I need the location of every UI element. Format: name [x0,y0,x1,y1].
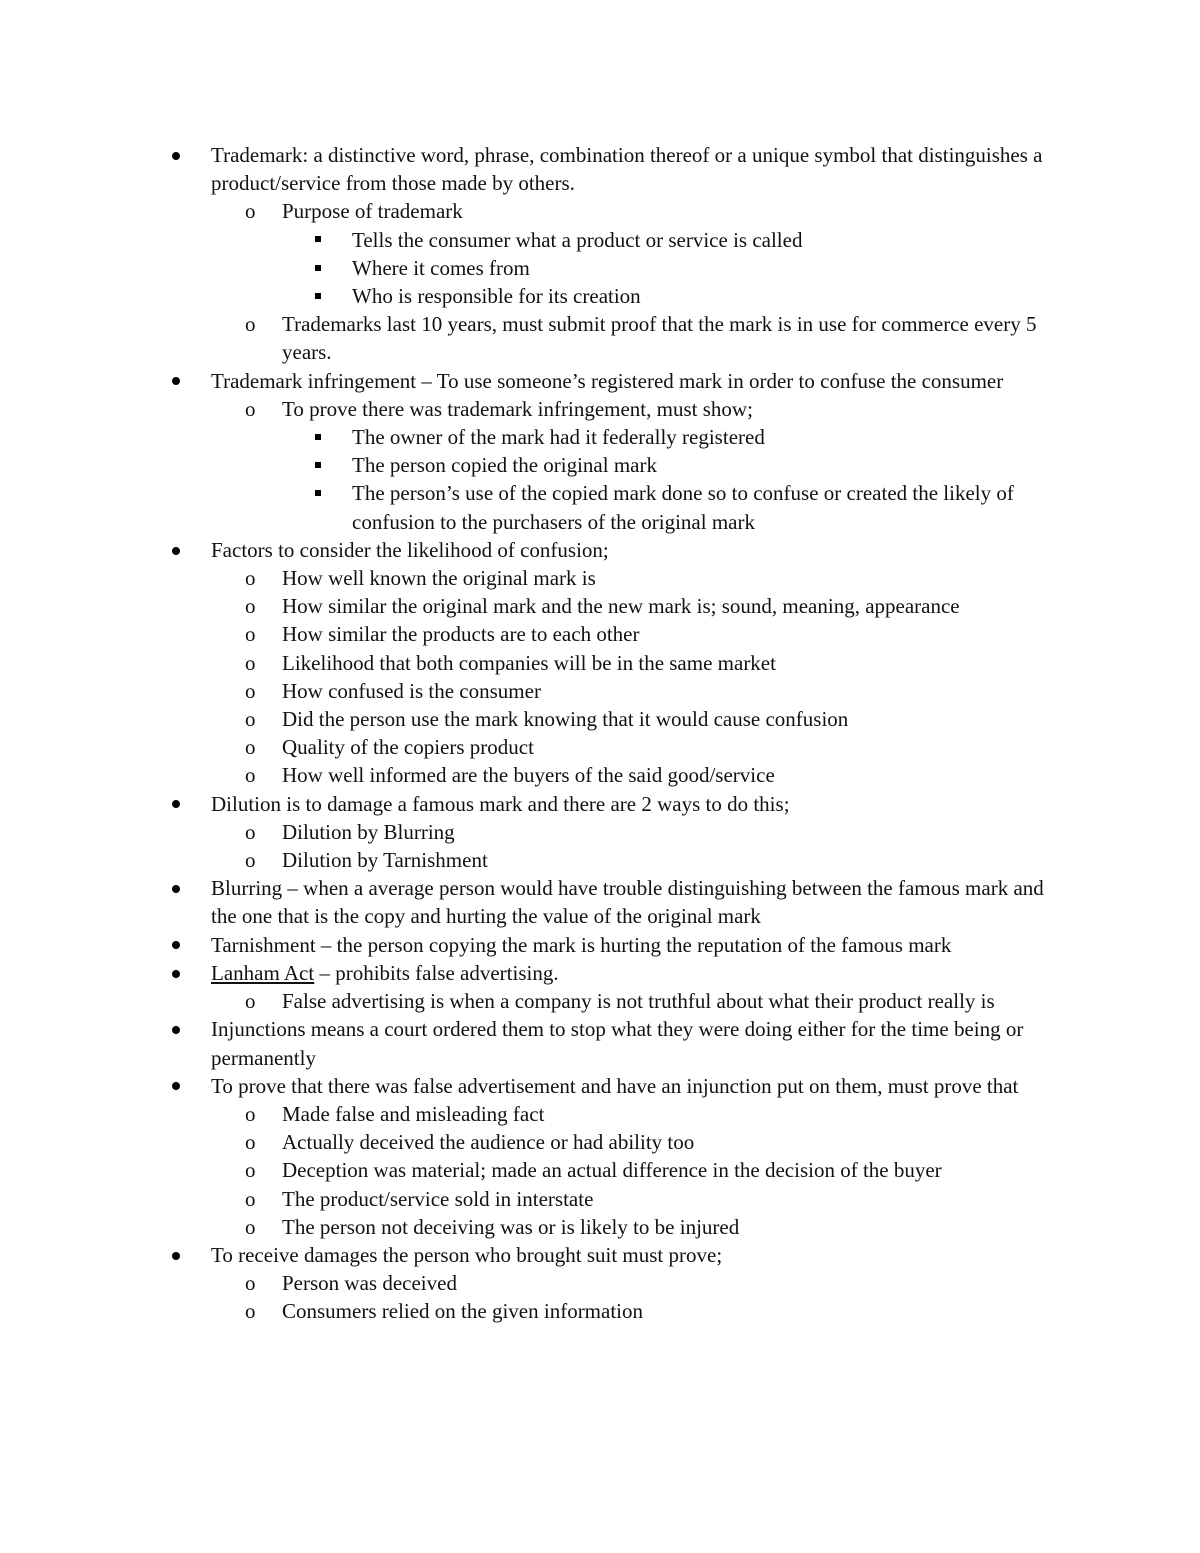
list-item [0,1156,1200,1184]
list-item-text: Did the person use the mark knowing that it would cause confusion [282,707,849,732]
list-item-text: Consumers relied on the given information [282,1299,644,1324]
bullet-circle-icon: o [245,650,256,675]
list-item-text: Trademarks last 10 years, must submit proof that the mark is in use for commerce every 5 years. [282,312,1037,365]
list-item [0,874,1200,930]
bullet-circle-icon: o [245,848,256,873]
list-item [0,451,1200,479]
bullet-circle-icon: o [245,1101,256,1126]
bullet-circle-icon: o [245,1186,256,1211]
list-item [0,987,1200,1015]
bullet-circle-icon: o [245,707,256,732]
list-item-text: Deception was material; made an actual difference in the decision of the buyer [282,1158,942,1183]
bullet-circle-icon: o [245,819,256,844]
list-item-text: The person’s use of the copied mark done so to confuse or created the likely of confusion to the purchasers of the original mark [352,481,1014,534]
bullet-dot-icon [172,536,186,564]
list-item [0,564,1200,592]
list-item-text: Trademark infringement – To use someone’s registered mark in order to confuse the consumer [211,368,1004,393]
list-item-text: Actually deceived the audience or had ability too [282,1130,695,1155]
list-item [0,959,1200,987]
bullet-circle-icon: o [245,594,256,619]
bullet-dot-icon [172,790,186,818]
list-item-text: How confused is the consumer [282,678,541,703]
bullet-circle-icon: o [245,678,256,703]
bullet-square-icon [315,282,329,310]
bullet-circle-icon: o [245,1299,256,1324]
list-item-text: The owner of the mark had it federally registered [352,425,765,450]
bullet-square-icon [315,479,329,507]
list-item-text: Dilution is to damage a famous mark and there are 2 ways to do this; [211,791,790,816]
list-item-text: Blurring – when a average person would have trouble distinguishing between the famous mark and the one that is the copy and hurting the value of the original mark [211,876,1044,929]
list-item [0,649,1200,677]
list-item-text: Made false and misleading fact [282,1101,545,1126]
bullet-circle-icon: o [245,989,256,1014]
bullet-circle-icon: o [245,199,256,224]
list-item [0,536,1200,564]
list-item-text: Injunctions means a court ordered them to stop what they were doing either for the time being or permanently [211,1017,1024,1070]
list-item-text: Tarnishment – the person copying the mark is hurting the reputation of the famous mark [211,932,952,957]
bullet-square-icon [315,451,329,479]
list-item [0,310,1200,366]
list-item-text: – prohibits false advertising. [314,960,559,985]
list-item-text: The person not deceiving was or is likely to be injured [282,1214,740,1239]
list-item-text: How well informed are the buyers of the said good/service [282,763,775,788]
bullet-dot-icon [172,1241,186,1269]
bullet-dot-icon [172,1072,186,1100]
list-item [0,1185,1200,1213]
list-item-text: Who is responsible for its creation [352,284,641,309]
bullet-circle-icon: o [245,1214,256,1239]
bullet-circle-icon: o [245,622,256,647]
bullet-square-icon [315,423,329,451]
bullet-dot-icon [172,1015,186,1043]
list-item [0,395,1200,423]
bullet-circle-icon: o [245,1271,256,1296]
list-item [0,790,1200,818]
list-item [0,931,1200,959]
bullet-square-icon [315,254,329,282]
list-item [0,1213,1200,1241]
list-item [0,1072,1200,1100]
bullet-circle-icon: o [245,566,256,591]
list-item-text: Tells the consumer what a product or service is called [352,227,803,252]
list-item [0,197,1200,225]
list-item-text: Trademark: a distinctive word, phrase, combination thereof or a unique symbol that distinguishes a product/service from those made by others. [211,143,1043,196]
list-item [0,282,1200,310]
bullet-dot-icon [172,959,186,987]
list-item [0,423,1200,451]
list-item [0,1015,1200,1071]
list-item-text: The person copied the original mark [352,453,657,478]
list-item-text: False advertising is when a company is not truthful about what their product really is [282,989,995,1014]
list-item-text: Person was deceived [282,1271,457,1296]
list-item [0,1100,1200,1128]
list-item [0,592,1200,620]
list-item-text: Factors to consider the likelihood of confusion; [211,537,609,562]
list-item-text: How well known the original mark is [282,566,596,591]
list-item [0,226,1200,254]
bullet-circle-icon: o [245,735,256,760]
list-item-text: To prove that there was false advertisement and have an injunction put on them, must prove that [211,1073,1019,1098]
list-item [0,1241,1200,1269]
bullet-circle-icon: o [245,312,256,337]
list-item [0,479,1200,535]
bullet-circle-icon: o [245,396,256,421]
list-item [0,677,1200,705]
bullet-square-icon [315,226,329,254]
bullet-dot-icon [172,874,186,902]
bullet-circle-icon: o [245,763,256,788]
list-item-text: To prove there was trademark infringement, must show; [282,396,753,421]
list-item-text: How similar the products are to each other [282,622,640,647]
list-item-text: How similar the original mark and the new mark is; sound, meaning, appearance [282,594,960,619]
list-item-text: Dilution by Blurring [282,819,455,844]
list-item [0,141,1200,197]
bullet-dot-icon [172,931,186,959]
list-item-text: Likelihood that both companies will be in the same market [282,650,776,675]
bullet-dot-icon [172,367,186,395]
bullet-dot-icon [172,141,186,169]
list-item-text: Dilution by Tarnishment [282,848,488,873]
bullet-circle-icon: o [245,1158,256,1183]
list-item [0,1297,1200,1325]
list-item [0,818,1200,846]
list-item [0,733,1200,761]
list-item [0,846,1200,874]
list-item-text: To receive damages the person who brought suit must prove; [211,1242,723,1267]
list-item-text: Quality of the copiers product [282,735,534,760]
list-item [0,705,1200,733]
list-item [0,367,1200,395]
underlined-term: Lanham Act [211,960,315,985]
list-item [0,254,1200,282]
bullet-circle-icon: o [245,1130,256,1155]
list-item-text: The product/service sold in interstate [282,1186,594,1211]
list-item [0,1128,1200,1156]
list-item-text: Where it comes from [352,255,530,280]
notes-list [0,141,1200,1326]
list-item [0,620,1200,648]
list-item-text: Purpose of trademark [282,199,463,224]
list-item [0,1269,1200,1297]
list-item [0,761,1200,789]
